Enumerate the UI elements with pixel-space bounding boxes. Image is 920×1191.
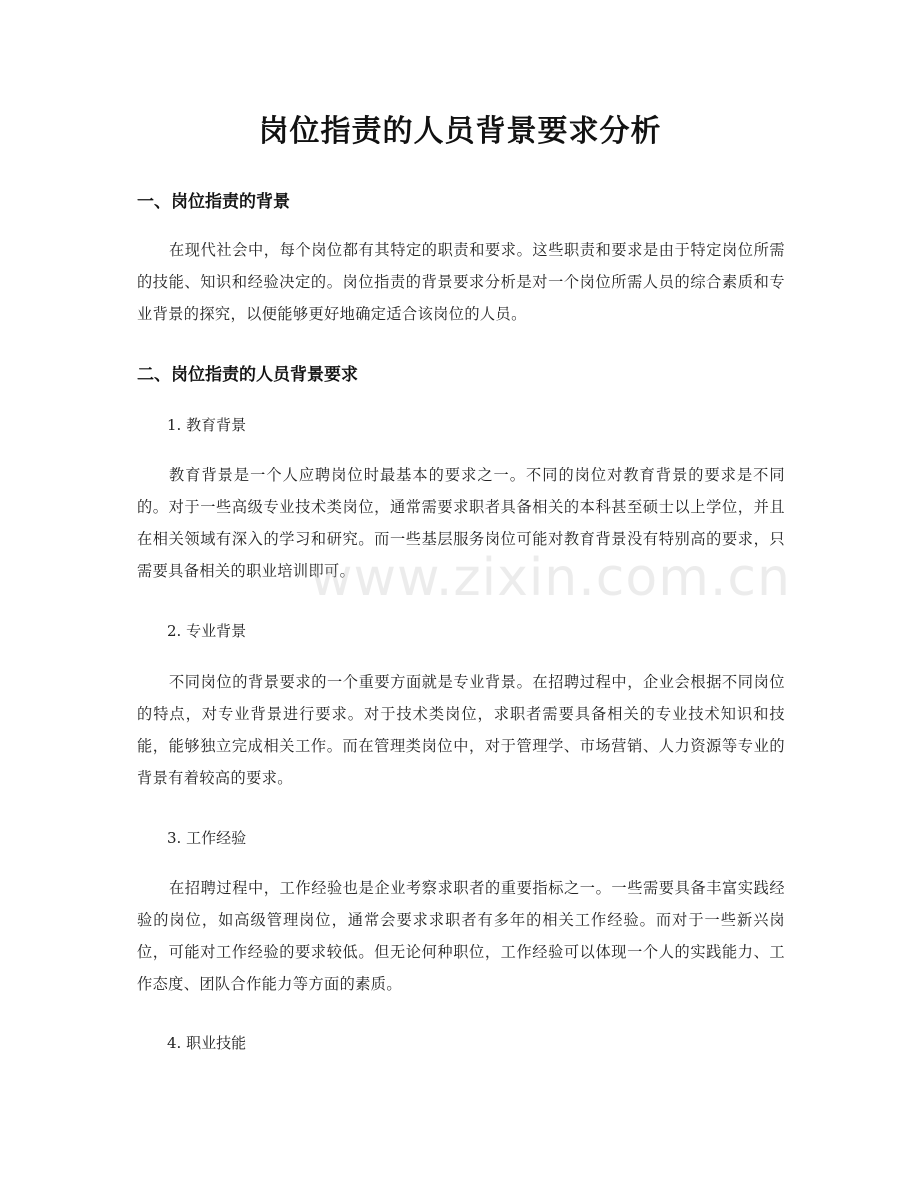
subsection-heading-experience: 3. 工作经验 [167,829,247,847]
subsection-paragraph-major: 不同岗位的背景要求的一个重要方面就是专业背景。在招聘过程中，企业会根据不同岗位的特点，对专业背景进行要求。对于技术类岗位，求职者需要具备相关的专业技术知识和技能，能够独立完成相关工作。而在管理类岗位中，对于管理学、市场营销、人力资源等专业的背景有着较高的要求。 [137,673,785,787]
subsection-heading-major: 2. 专业背景 [167,622,247,640]
subsection-paragraph-experience: 在招聘过程中，工作经验也是企业考察求职者的重要指标之一。一些需要具备丰富实践经验的岗位，如高级管理岗位，通常会要求求职者有多年的相关工作经验。而对于一些新兴岗位，可能对工作经验的要求较低。但无论何种职位，工作经验可以体现一个人的实践能力、工作态度、团队合作能力等方面的素质。 [137,879,785,993]
section-heading-requirements: 二、岗位指责的人员背景要求 [137,365,358,385]
section-paragraph-background: 在现代社会中，每个岗位都有其特定的职责和要求。这些职责和要求是由于特定岗位所需的技能、知识和经验决定的。岗位指责的背景要求分析是对一个岗位所需人员的综合素质和专业背景的探究，以便能够更好地确定适合该岗位的人员。 [137,241,785,323]
subsection-paragraph-education: 教育背景是一个人应聘岗位时最基本的要求之一。不同的岗位对教育背景的要求是不同的。对于一些高级专业技术类岗位，通常需要求职者具备相关的本科甚至硕士以上学位，并且在相关领域有深入的学习和研究。而一些基层服务岗位可能对教育背景没有特别高的要求，只需要具备相关的职业培训即可。 [137,466,785,580]
watermark-text: www.zixin.com.cn [310,548,791,608]
section-heading-background: 一、岗位指责的背景 [137,192,290,212]
subsection-heading-education: 1. 教育背景 [167,416,247,434]
subsection-heading-skills: 4. 职业技能 [167,1034,247,1052]
page-title: 岗位指责的人员背景要求分析 [258,114,662,149]
